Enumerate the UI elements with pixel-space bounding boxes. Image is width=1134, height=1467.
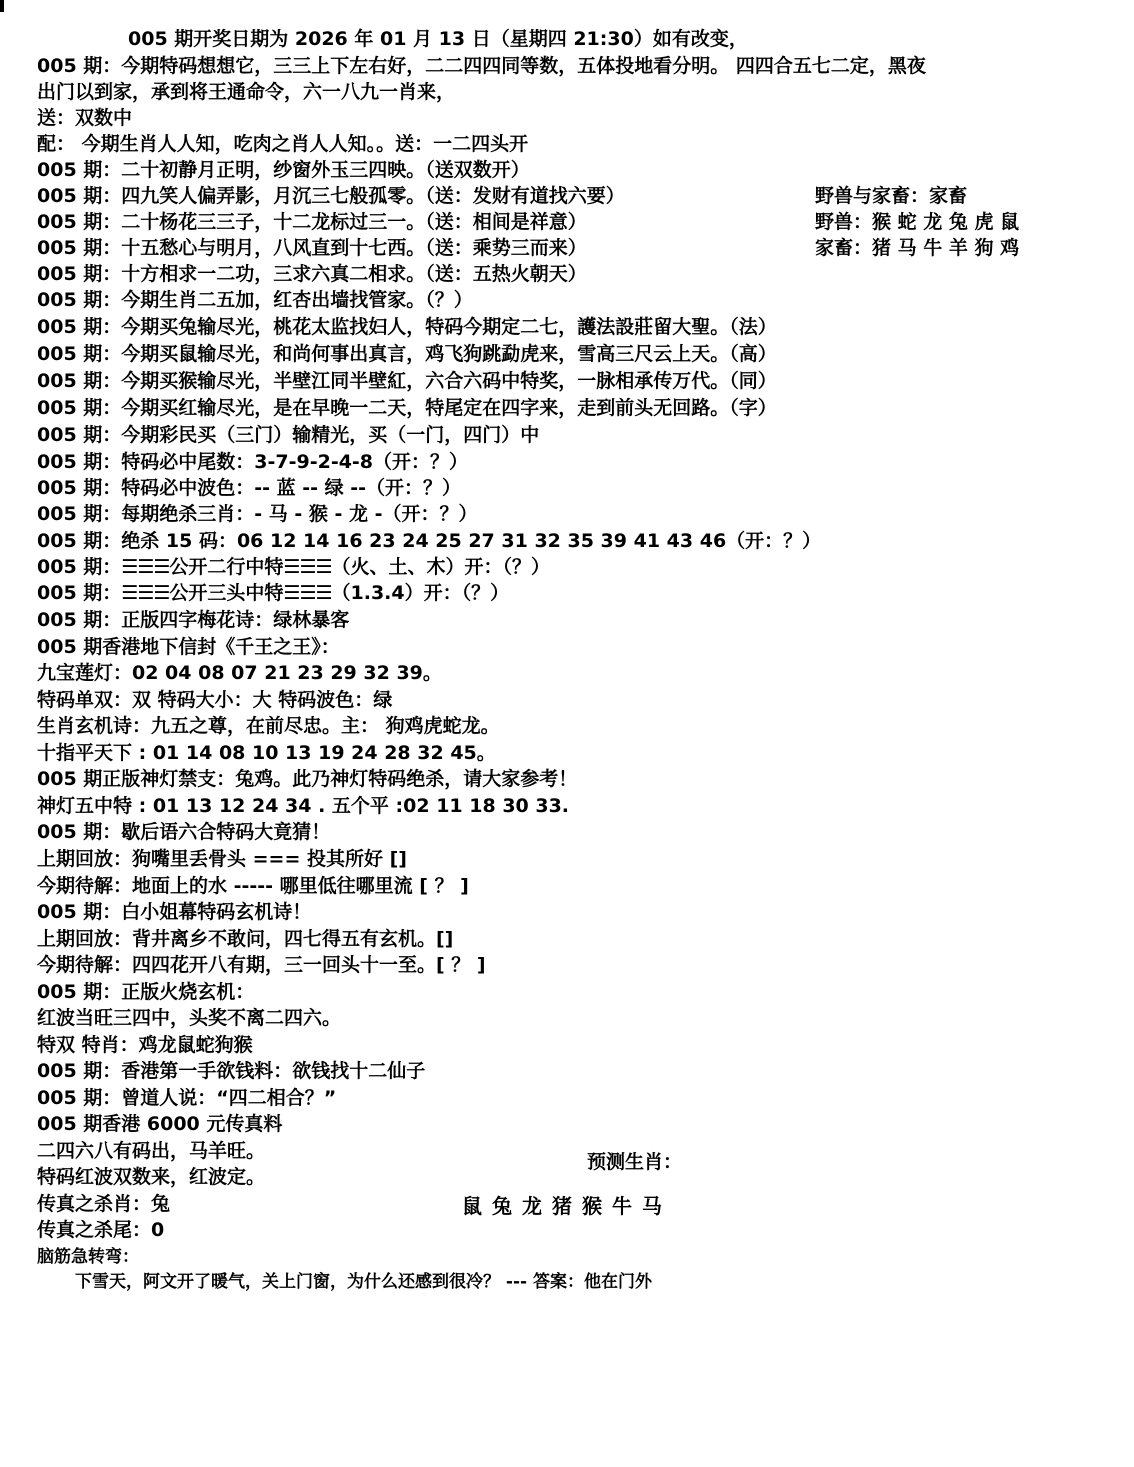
text-line-6: 005 期：四九笑人偏弄影，月沉三七般孤零。（送：发财有道找六要） xyxy=(37,185,625,207)
text-line-40: 005 期：曾道人说：“四二相合？” xyxy=(37,1087,337,1109)
text-line-3: 送：双数中 xyxy=(37,107,133,129)
prediction-title: 预测生肖： xyxy=(587,1151,683,1173)
text-line-9: 005 期：十方相求一二功，三求六真二相求。（送：五热火朝天） xyxy=(37,263,587,285)
text-line-34: 上期回放：背井离乡不敢问，四七得五有玄机。[] xyxy=(37,928,454,950)
text-line-4: 配： 今期生肖人人知，吃肉之肖人人知。。送：一二四头开 xyxy=(37,133,529,155)
text-line-41: 005 期香港 6000 元传真料 xyxy=(37,1113,283,1135)
text-line-31: 上期回放：狗嘴里丢骨头 === 投其所好 [] xyxy=(37,848,407,870)
text-line-11: 005 期：今期买兔输尽光，桃花太监找妇人，特码今期定二七，護法設莊留大聖。（法） xyxy=(37,316,777,338)
corner-mark xyxy=(0,0,4,12)
text-line-22: 005 期：正版四字梅花诗：绿林暴客 xyxy=(37,609,350,631)
bars-icon: ☰☰☰ xyxy=(283,582,332,604)
text-line-10: 005 期：今期生肖二五加，红杏出墙找管家。（？） xyxy=(37,289,473,311)
text-line-20-prefix: 005 期： xyxy=(37,556,122,578)
text-line-28: 005 期正版神灯禁支：兔鸡。此乃神灯特码绝杀，请大家参考！ xyxy=(37,768,578,790)
text-line-15: 005 期：今期彩民买（三门）输精光，买（一门，四门）中 xyxy=(37,424,540,446)
text-line-12: 005 期：今期买鼠输尽光，和尚何事出真言，鸡飞狗跳勐虎来，雪高三尺云上天。（高） xyxy=(37,343,777,365)
text-line-45: 传真之杀尾：0 xyxy=(37,1219,165,1241)
text-line-36: 005 期：正版火烧玄机： xyxy=(37,981,255,1003)
text-line-43: 特码红波双数来，红波定。 xyxy=(37,1166,266,1188)
text-line-21-prefix: 005 期： xyxy=(37,582,122,604)
text-line-7: 005 期：二十杨花三三子，十二龙标过三一。（送：相间是祥意） xyxy=(37,211,587,233)
animals-wild: 野兽：猴 蛇 龙 兔 虎 鼠 xyxy=(815,211,1020,233)
text-line-21-middle: 公开三头中特 xyxy=(169,582,284,604)
text-line-46: 脑筋急转弯： xyxy=(37,1247,139,1267)
text-line-21 xyxy=(37,581,509,605)
text-line-18: 005 期：每期绝杀三肖：- 马 - 猴 - 龙 -（开：？） xyxy=(37,503,478,525)
text-line-24: 九宝莲灯：02 04 08 07 21 23 29 32 39。 xyxy=(37,662,442,684)
text-line-17: 005 期：特码必中波色：-- 蓝 -- 绿 --（开：？） xyxy=(37,477,462,499)
bars-icon: ☰☰☰ xyxy=(121,582,170,604)
text-line-38: 特双 特肖：鸡龙鼠蛇狗猴 xyxy=(37,1034,253,1056)
text-line-25: 特码单双：双 特码大小：大 特码波色：绿 xyxy=(37,689,393,711)
text-line-30: 005 期：歇后语六合特码大竟猜！ xyxy=(37,821,331,843)
text-line-2: 出门以到家，承到将王通命令，六一八九一肖来， xyxy=(37,81,456,103)
text-line-27: 十指平天下 : 01 14 08 10 13 19 24 28 32 45。 xyxy=(37,742,496,764)
prediction-zodiacs: 鼠兔龙猪猴牛马 xyxy=(462,1194,672,1218)
text-line-20-middle: 公开二行中特 xyxy=(169,556,284,578)
text-line-32: 今期待解：地面上的水 ----- 哪里低往哪里流 [ ？ ] xyxy=(37,875,469,897)
text-line-13: 005 期：今期买猴输尽光，半壁江同半壁紅，六合六码中特奖，一脉相承传万代。（同） xyxy=(37,370,777,392)
text-line-35: 今期待解：四四花开八有期，三一回头十一至。[ ？ ] xyxy=(37,954,486,976)
text-line-33: 005 期：白小姐幕特码玄机诗！ xyxy=(37,901,312,923)
text-line-44: 传真之杀肖：兔 xyxy=(37,1193,171,1215)
text-line-20-suffix: （火、土、木）开：（？） xyxy=(331,556,551,578)
text-line-29: 神灯五中特 : 01 13 12 24 34 . 五个平 :02 11 18 30 33. xyxy=(37,795,570,817)
text-line-8: 005 期：十五愁心与明月，八风直到十七西。（送：乘势三而来） xyxy=(37,237,587,259)
text-line-23: 005 期香港地下信封《千王之王》： xyxy=(37,636,340,658)
text-line-20 xyxy=(37,555,550,579)
text-line-26: 生肖玄机诗：九五之尊，在前尽忠。主： 狗鸡虎蛇龙。 xyxy=(37,715,500,737)
bars-icon: ☰☰☰ xyxy=(283,556,332,578)
animals-title: 野兽与家畜：家畜 xyxy=(815,185,968,207)
header-line: 005 期开奖日期为 2026 年 01 月 13 日（星期四 21:30）如有改变， xyxy=(128,28,748,50)
text-line-37: 红波当旺三四中，头奖不离二四六。 xyxy=(37,1007,342,1029)
text-line-19: 005 期：绝杀 15 码：06 12 14 16 23 24 25 27 31 32 35 39 41 43 46（开：？） xyxy=(37,530,822,552)
text-line-39: 005 期：香港第一手欲钱料：欲钱找十二仙子 xyxy=(37,1060,426,1082)
bars-icon: ☰☰☰ xyxy=(121,556,170,578)
text-line-5: 005 期：二十初静月正明，纱窗外玉三四映。（送双数开） xyxy=(37,159,530,181)
text-line-47: 下雪天，阿文开了暖气，关上门窗，为什么还感到很冷？ --- 答案：他在门外 xyxy=(75,1272,653,1292)
text-line-42: 二四六八有码出，马羊旺。 xyxy=(37,1140,266,1162)
text-line-14: 005 期：今期买红输尽光，是在早晚一二天，特尾定在四字来，走到前头无回路。（字） xyxy=(37,397,777,419)
text-line-21-suffix: （1.3.4）开：（？） xyxy=(331,582,510,604)
animals-domestic: 家畜：猪 马 牛 羊 狗 鸡 xyxy=(815,237,1020,259)
text-line-1: 005 期：今期特码想想它，三三上下左右好，二二四四同等数，五体投地看分明。 四四合五七二定，黑夜 xyxy=(37,55,926,77)
text-line-16: 005 期：特码必中尾数：3-7-9-2-4-8（开：？） xyxy=(37,451,469,473)
